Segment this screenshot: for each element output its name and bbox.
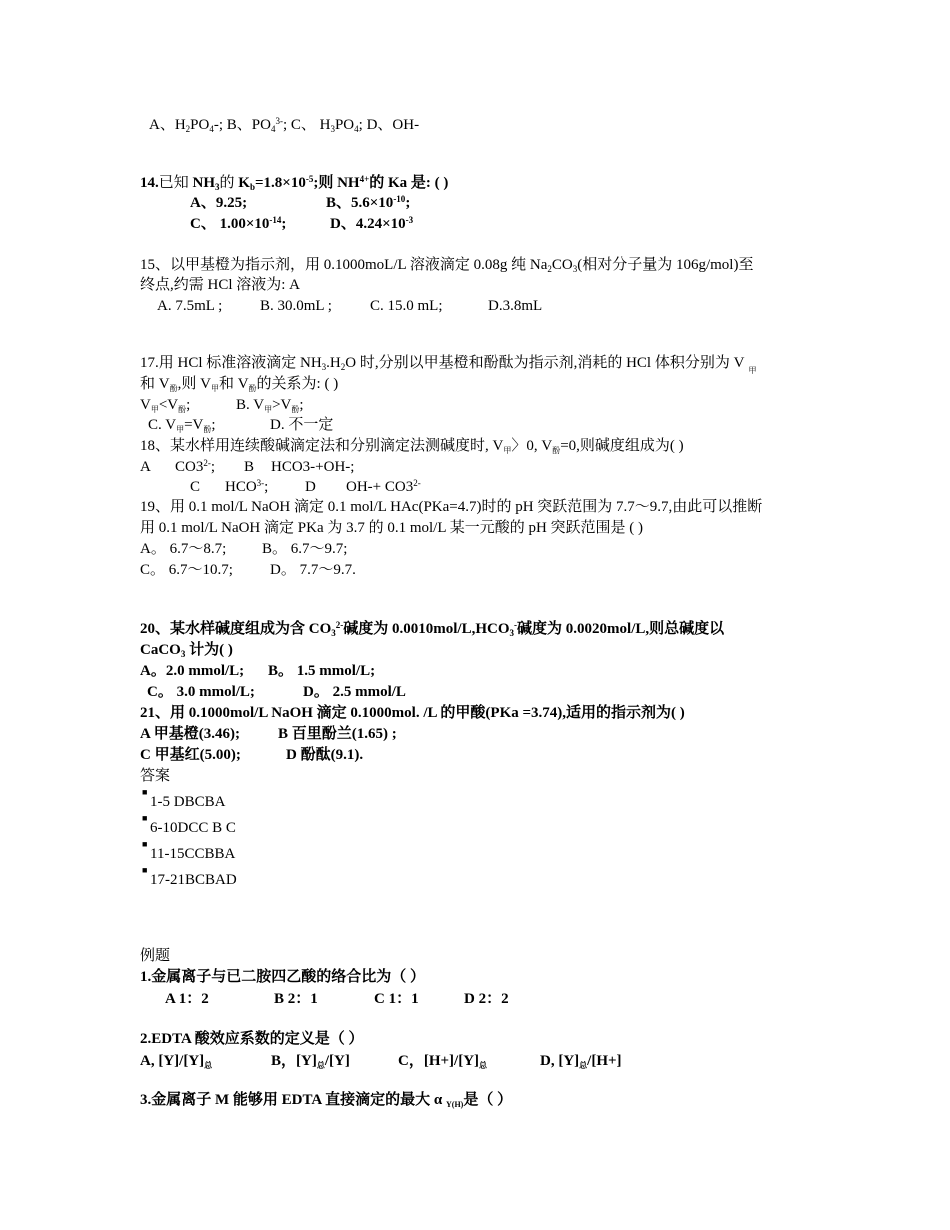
bullet-icon: ■ bbox=[142, 839, 148, 849]
question-14: 14.已知 $NH_3$的 $K_b=1.8\times 10^{-5}$;则 $NH^{4+}$的 Ka 是: ( ) bbox=[140, 174, 449, 192]
e2-option-c: C，$[H+]/[Y]_总$ bbox=[398, 1053, 488, 1070]
q19-option-b: B。 6.7～9.7; bbox=[262, 541, 348, 557]
q17-option-b: B. $V_甲>V_酚$; bbox=[236, 397, 304, 414]
q17-option-d: D. 不一定 bbox=[270, 417, 334, 433]
answer-item: 6-10DCC B C bbox=[150, 820, 236, 836]
q18-option-a: $CO3^{2-}$; bbox=[175, 458, 216, 475]
q14-option-d: D、$4.24\times 10^{-3}$ bbox=[330, 215, 414, 232]
e1-option-b: B 2：1 bbox=[274, 991, 318, 1007]
q14-option-c: C、 $1.00\times 10^{-14}$; bbox=[190, 215, 287, 232]
example-2: 2.EDTA 酸效应系数的定义是（ ） bbox=[140, 1031, 364, 1047]
e1-option-a: A 1：2 bbox=[165, 991, 209, 1007]
q19-option-d: D。 7.7～9.7. bbox=[270, 562, 356, 578]
question-19-line1: 19、用 0.1 mol/L NaOH 滴定 0.1 mol/L HAc(PKa=4.7)时的 pH 突跃范围为 7.7～9.7,由此可以推断 bbox=[140, 499, 763, 515]
q21-option-c: C 甲基红(5.00); bbox=[140, 747, 241, 763]
q18-option-d-label: D bbox=[305, 479, 316, 495]
bullet-icon: ■ bbox=[142, 787, 148, 797]
e1-option-c: C 1：1 bbox=[374, 991, 419, 1007]
q20-option-b: B。 1.5 mmol/L; bbox=[268, 663, 376, 679]
question-20-line2: CaCO$_3$ 计为( ) bbox=[140, 642, 233, 659]
answers-title: 答案 bbox=[140, 768, 171, 784]
q21-option-b: B 百里酚兰(1.65) ; bbox=[278, 726, 397, 742]
e2-option-d: D, $[Y]_总/[H+]$ bbox=[540, 1053, 622, 1070]
question-18: 18、某水样用连续酸碱滴定法和分别滴定法测碱度时, $V_甲$〉0, $V_酚=0$,则碱度组成为( ) bbox=[140, 438, 684, 455]
q21-option-d: D 酚酞(9.1). bbox=[286, 747, 364, 763]
q18-option-b-label: B bbox=[244, 459, 255, 475]
q20-option-d: D。 2.5 mmol/L bbox=[303, 684, 406, 700]
q15-option-b: B. 30.0mL ; bbox=[260, 298, 332, 314]
example-3: 3.金属离子 M 能够用 EDTA 直接滴定的最大 α $_{Y(H)}$是（ ） bbox=[140, 1092, 513, 1109]
question-15-line1: 15、以甲基橙为指示剂，用 0.1000moL/L 溶液滴定 0.08g 纯 $Na_2CO_3$(相对分子量为 106g/mol)至 bbox=[140, 257, 754, 274]
q21-option-a: A 甲基橙(3.46); bbox=[140, 726, 240, 742]
answer-item: 17-21BCBAD bbox=[150, 872, 237, 888]
q17-option-c: C. $V_甲=V_酚$; bbox=[148, 417, 216, 434]
q18-option-c-label: C bbox=[190, 479, 201, 495]
q20-option-a: A。2.0 mmol/L; bbox=[140, 663, 245, 679]
e2-option-b: B，$[Y]_总/[Y]$ bbox=[271, 1053, 350, 1070]
q17-option-a: $V_甲<V_酚$; bbox=[140, 397, 191, 414]
q19-option-a: A。 6.7～8.7; bbox=[140, 541, 227, 557]
question-19-line2: 用 0.1 mol/L NaOH 滴定 PKa 为 3.7 的 0.1 mol/L 某一元酸的 pH 突跃范围是 ( ) bbox=[140, 520, 644, 536]
e2-option-a: A, $[Y]/[Y]_总$ bbox=[140, 1053, 213, 1070]
answer-item: 1-5 DBCBA bbox=[150, 794, 226, 810]
q15-option-a: A. 7.5mL ; bbox=[157, 298, 223, 314]
q18-option-b: HCO3-+OH-; bbox=[271, 459, 355, 475]
answer-item: 11-15CCBBA bbox=[150, 846, 236, 862]
question-17-line2: 和 $V_酚$,则 $V_甲$和 $V_酚$的关系为: ( ) bbox=[140, 376, 339, 393]
examples-title: 例题 bbox=[140, 948, 171, 964]
q19-option-c: C。 6.7～10.7; bbox=[140, 562, 233, 578]
q18-option-c: $HCO^{3-}$; bbox=[225, 478, 269, 495]
example-1: 1.金属离子与已二胺四乙酸的络合比为（ ） bbox=[140, 969, 426, 985]
question-17-line1: 17.用 HCl 标准溶液滴定 $NH_3.H_2O$ 时,分别以甲基橙和酚酞为指示剂,消耗的 HCl 体积分别为 V $_甲$ bbox=[140, 355, 757, 375]
question-20-line1: 20、某水样碱度组成为含 $CO_3^{2-}$碱度为 $0.0010mol/L,HCO_3^-$碱度为 0.0020mol/L,则总碱度以 bbox=[140, 620, 725, 638]
q14-option-b: B、$5.6\times 10^{-10}$; bbox=[326, 194, 411, 211]
e1-option-d: D 2：2 bbox=[464, 991, 509, 1007]
q20-option-c: C。 3.0 mmol/L; bbox=[147, 684, 255, 700]
q14-option-a: A、9.25; bbox=[190, 195, 248, 211]
q13-options: A、$H_2PO_4-$; B、$PO_4^{3-}$; C、 $H_3PO_4$; D、OH- bbox=[149, 116, 420, 134]
bullet-icon: ■ bbox=[142, 813, 148, 823]
question-15-line2: 终点,约需 HCl 溶液为: A bbox=[140, 277, 301, 293]
question-21: 21、用 0.1000mol/L NaOH 滴定 0.1000mol. /L 的甲酸(PKa =3.74),适用的指示剂为( ) bbox=[140, 705, 685, 721]
bullet-icon: ■ bbox=[142, 865, 148, 875]
q18-option-a-label: A bbox=[140, 459, 151, 475]
q18-option-d: $OH-+ CO3^{2-}$ bbox=[346, 478, 421, 495]
q15-option-c: C. 15.0 mL; bbox=[370, 298, 443, 314]
q15-option-d: D.3.8mL bbox=[488, 298, 543, 314]
